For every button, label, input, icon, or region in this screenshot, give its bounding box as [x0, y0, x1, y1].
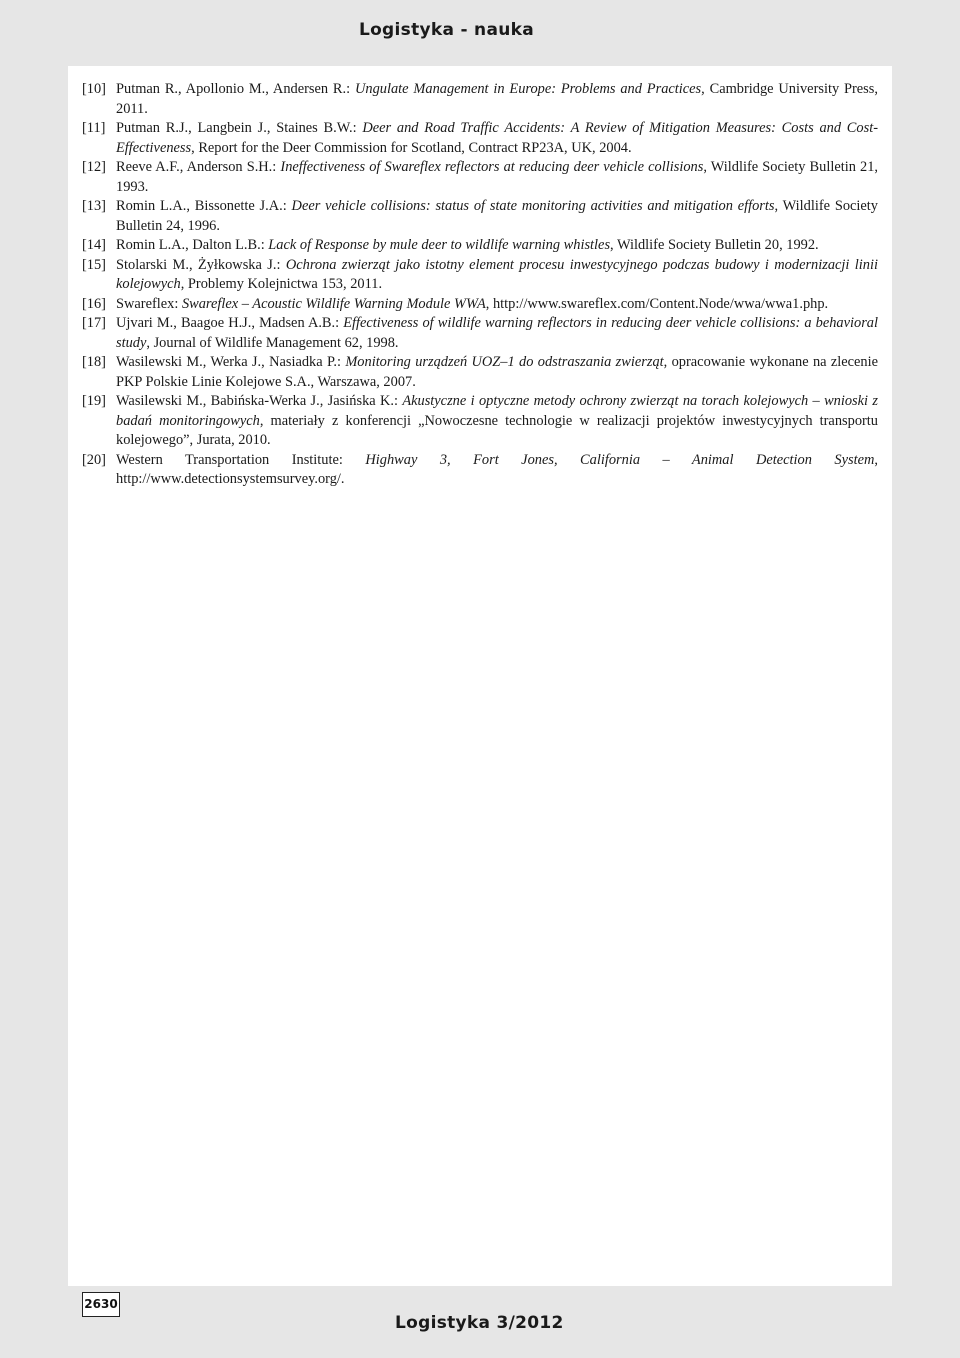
reference-number: [20]: [82, 451, 106, 468]
reference-authors: Reeve A.F., Anderson S.H.:: [116, 159, 281, 175]
reference-title: Lack of Response by mule deer to wildlife warning whistles: [268, 237, 611, 253]
reference-title: Swareflex – Acoustic Wildlife Warning Module WWA: [181, 295, 486, 312]
reference-number: [16]: [82, 295, 106, 312]
page-number-box: 2630: [82, 1292, 120, 1317]
reference-details: , Problemy Kolejnictwa 153, 2011.: [180, 276, 383, 292]
reference-item: [82, 80, 878, 119]
reference-number: [11]: [82, 120, 106, 136]
reference-item: [82, 197, 878, 236]
reference-authors: Romin L.A., Dalton L.B.:: [116, 237, 269, 253]
reference-number: [17]: [82, 315, 106, 331]
reference-number: [15]: [82, 256, 106, 273]
reference-details: , opracowanie wykonane na zlecenie PKP Polskie Linie Kolejowe S.A., Warszawa, 2007.: [116, 354, 879, 390]
reference-details: , http://www.detectionsystemsurvey.org/.: [116, 451, 878, 487]
reference-item: [82, 236, 878, 256]
reference-number: [12]: [82, 159, 106, 175]
reference-item: [82, 314, 878, 353]
reference-item: [82, 256, 878, 295]
reference-title: Ochrona zwierząt jako istotny element procesu inwestycyjnego podczas budowy i modernizacji linii kolejowych: [116, 256, 878, 292]
reference-details: , Wildlife Society Bulletin 24, 1996.: [116, 198, 878, 234]
reference-number: [19]: [82, 393, 106, 409]
reference-title: Akustyczne i optyczne metody ochrony zwierząt na torach kolejowych – wnioski z badań monitoringowych: [116, 393, 878, 429]
reference-authors: Stolarski M., Żyłkowska J.:: [116, 256, 286, 273]
reference-item: [82, 158, 878, 197]
reference-item: [82, 295, 878, 315]
reference-details: , Report for the Deer Commission for Scotland, Contract RP23A, UK, 2004.: [191, 139, 632, 156]
reference-title: Deer vehicle collisions: status of state monitoring activities and mitigation efforts: [291, 198, 775, 214]
page-content-area: [68, 66, 892, 1286]
reference-details: , materiały z konferencji „Nowoczesne technologie w realizacji projektów inwestycyjnych transportu kolejowego”, Jurata, 2010.: [116, 412, 878, 448]
reference-title: Ineffectiveness of Swareflex reflectors at reducing deer vehicle collisions: [280, 159, 704, 175]
reference-authors: Putman R.J., Langbein J., Staines B.W.:: [116, 120, 363, 136]
reference-authors: Putman R., Apollonio M., Andersen R.:: [116, 81, 355, 97]
running-header: Logistyka - nauka: [358, 20, 534, 40]
reference-details: , Wildlife Society Bulletin 21, 1993.: [116, 159, 879, 195]
reference-title: Highway 3, Fort Jones, California – Animal Detection System: [365, 451, 875, 468]
reference-item: [82, 353, 878, 392]
reference-title: Ungulate Management in Europe: Problems and Practices: [354, 81, 702, 97]
reference-title: Effectiveness of wildlife warning reflectors in reducing deer vehicle collisions: a behavioral study: [116, 315, 879, 351]
reference-details: , http://www.swareflex.com/Content.Node/wwa/wwa1.php.: [485, 295, 829, 312]
reference-authors: Romin L.A., Bissonette J.A.:: [116, 198, 292, 214]
reference-item: [82, 451, 878, 490]
reference-number: [10]: [82, 81, 106, 97]
reference-authors: Wasilewski M., Werka J., Nasiadka P.:: [116, 354, 346, 370]
reference-title: Monitoring urządzeń UOZ–1 do odstraszania zwierząt: [345, 354, 664, 370]
reference-authors: Wasilewski M., Babińska-Werka J., Jasińska K.:: [116, 393, 403, 409]
journal-issue-footer: Logistyka 3/2012: [395, 1313, 564, 1333]
reference-details: , Journal of Wildlife Management 62, 1998.: [146, 334, 399, 351]
reference-number: [18]: [82, 354, 106, 370]
reference-item: [82, 392, 878, 451]
references-list: [82, 80, 878, 490]
reference-details: , Cambridge University Press, 2011.: [116, 81, 878, 117]
reference-authors: Ujvari M., Baagoe H.J., Madsen A.B.:: [116, 315, 344, 331]
reference-authors: Western Transportation Institute:: [116, 451, 366, 468]
reference-title: Deer and Road Traffic Accidents: A Review of Mitigation Measures: Costs and Cost-Effectiveness: [116, 120, 878, 156]
reference-details: , Wildlife Society Bulletin 20, 1992.: [610, 237, 819, 253]
reference-authors: Swareflex:: [116, 295, 182, 312]
reference-item: [82, 119, 878, 158]
reference-number: [13]: [82, 198, 106, 214]
reference-number: [14]: [82, 237, 106, 253]
